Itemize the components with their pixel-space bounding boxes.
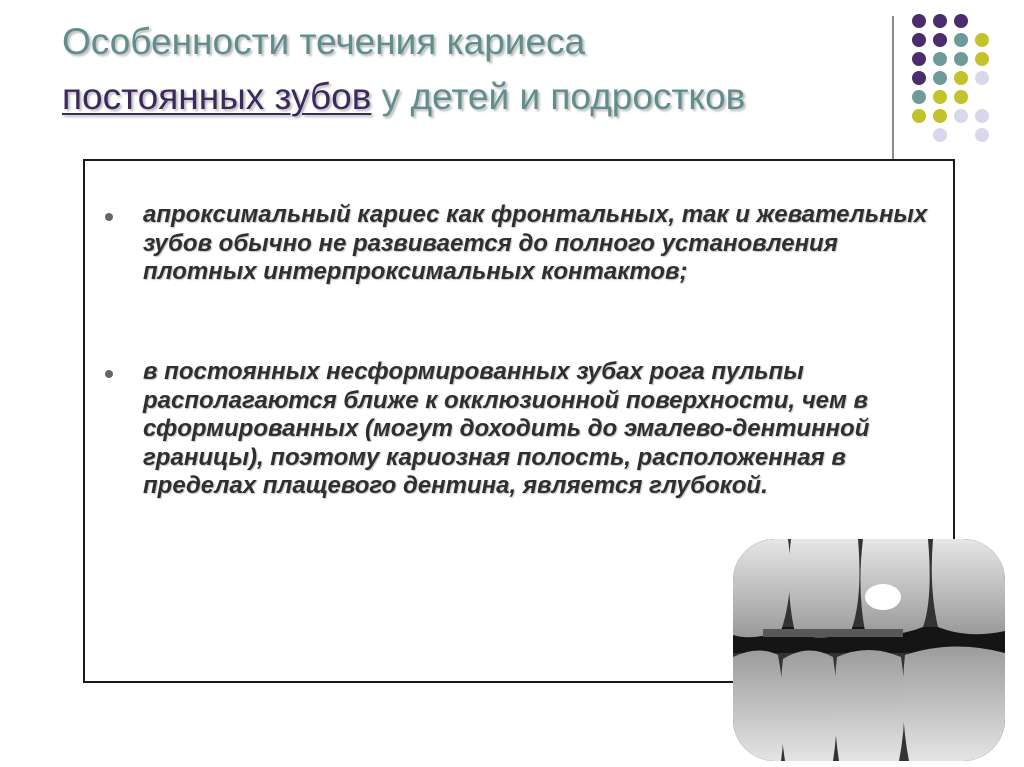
- decorative-dot: [912, 109, 926, 123]
- decorative-dot: [912, 14, 926, 28]
- decorative-dot: [912, 33, 926, 47]
- decorative-dot: [954, 33, 968, 47]
- decorative-dot: [975, 52, 989, 66]
- decorative-dot: [954, 14, 968, 28]
- decorative-dot: [933, 128, 947, 142]
- decorative-dot: [954, 90, 968, 104]
- bullet-text: в постоянных несформированных зубах рога пульпы располагаются ближе к окклюзионной поверхности, чем в сформированных (могут доходить до эмалево-дентинной границы), поэтому кариозная полость, расположенная в пределах плащевого дентина, является глубокой.: [143, 358, 870, 499]
- decorative-dot: [975, 71, 989, 85]
- decorative-dot: [933, 90, 947, 104]
- decorative-dot: [933, 109, 947, 123]
- slide-title: [62, 14, 782, 124]
- decorative-dot: [975, 109, 989, 123]
- title-part1: Особенности течения кариеса: [62, 21, 586, 62]
- decorative-dot: [912, 71, 926, 85]
- title-part2: у детей и подростков: [371, 76, 746, 117]
- bullet-text: апроксимальный кариес как фронтальных, так и жевательных зубов обычно не развивается до полного установления плотных интерпроксимальных контактов;: [143, 201, 928, 285]
- bullet-marker: [105, 213, 113, 221]
- decorative-dot: [933, 14, 947, 28]
- decorative-dot: [933, 71, 947, 85]
- decorative-dot: [975, 128, 989, 142]
- decorative-dot: [954, 109, 968, 123]
- xray-illustration: [733, 539, 1005, 761]
- decorative-dot-grid: [912, 14, 1022, 164]
- decorative-dot: [912, 90, 926, 104]
- decorative-dot: [975, 33, 989, 47]
- dental-xray-image: [733, 539, 1005, 761]
- title-highlight: постоянных зубов: [62, 76, 372, 117]
- bullet-marker: [105, 370, 113, 378]
- decorative-dot: [933, 52, 947, 66]
- decorative-dot: [933, 33, 947, 47]
- decorative-dot: [954, 52, 968, 66]
- decorative-dot: [912, 52, 926, 66]
- decorative-dot: [954, 71, 968, 85]
